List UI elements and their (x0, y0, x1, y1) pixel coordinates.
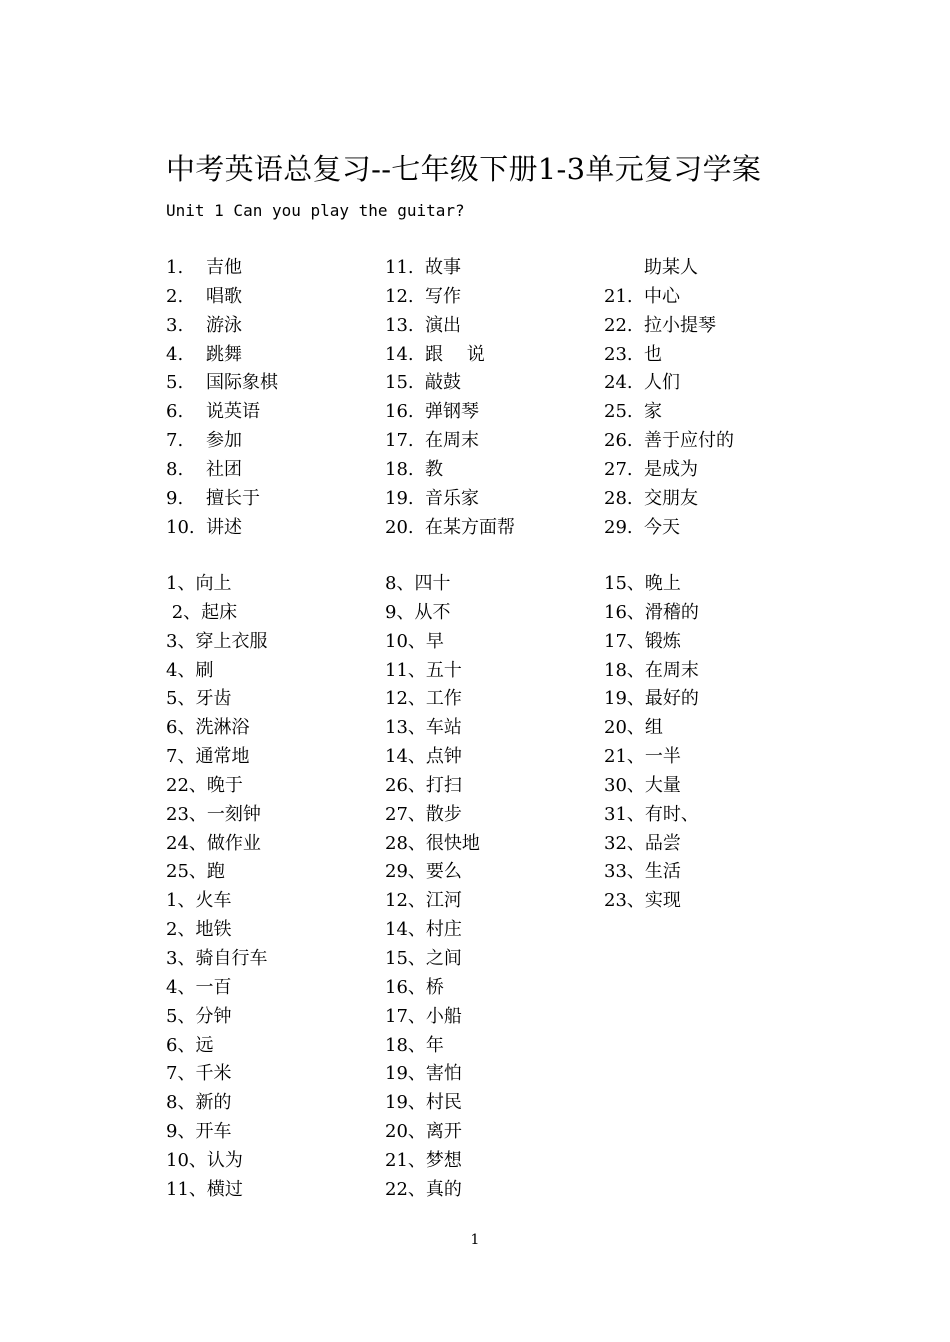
vocab-column-2 (385, 254, 585, 542)
list-item: 5、分钟 (166, 1005, 232, 1027)
vocab-number: 28. (604, 487, 633, 509)
list-item: 16、桥 (385, 976, 444, 998)
list-item: 25、跑 (166, 861, 225, 883)
list-item: 23、一刻钟 (166, 803, 261, 825)
vocab-text: 交朋友 (644, 487, 698, 509)
list-item: 2、地铁 (166, 919, 232, 941)
list-item: 12、江河 (385, 890, 462, 912)
list-item: 17、锻炼 (604, 630, 681, 652)
vocab-text: 讲述 (206, 516, 242, 538)
list-item: 21、一半 (604, 746, 681, 768)
vocab-text: 参加 (206, 430, 242, 452)
vocab-number: 11. (385, 257, 414, 278)
list-item: 8、四十 (385, 573, 451, 594)
vocab-text: 音乐家 (425, 487, 479, 509)
list-item: 12、工作 (385, 688, 462, 710)
list-item: 4、一百 (166, 976, 232, 998)
list-item: 27、散步 (385, 803, 462, 825)
vocab-item (385, 312, 585, 341)
vocab-text: 在某方面帮 (425, 516, 515, 538)
list-item: 6、远 (166, 1034, 214, 1056)
vocab-text: 在周末 (425, 430, 479, 452)
list-item: 17、小船 (385, 1005, 462, 1027)
vocab-number: 7. (166, 430, 184, 452)
vocab-item (385, 369, 585, 398)
list-item: 15、之间 (385, 947, 462, 969)
vocab-number: 15. (385, 372, 414, 394)
vocab-number: 17. (385, 430, 414, 452)
vocab-number: 18. (385, 458, 414, 480)
list-item: 19、害怕 (385, 1063, 462, 1085)
vocab-text: 故事 (425, 257, 461, 278)
list-item: 21、梦想 (385, 1149, 462, 1171)
vocab-number: 29. (604, 516, 633, 538)
vocab-number: 22. (604, 314, 633, 336)
vocab-text: 演出 (425, 314, 461, 336)
vocab-text: 社团 (206, 458, 242, 480)
list-item: 13、车站 (385, 717, 462, 739)
vocab-item (385, 283, 585, 312)
vocab-number: 24. (604, 372, 633, 394)
vocab-item (385, 485, 585, 514)
vocab-number: 19. (385, 487, 414, 509)
list-item: 1、向上 (166, 573, 232, 594)
vocab-text: 跟 说 (425, 343, 485, 365)
list-item: 30、大量 (604, 774, 681, 796)
vocab-number: 6. (166, 401, 184, 423)
list-item: 3、骑自行车 (166, 947, 268, 969)
vocab-number: 8. (166, 458, 184, 480)
vocab-item (166, 254, 366, 283)
vocab-item (604, 341, 804, 370)
list-item: 26、打扫 (385, 774, 462, 796)
list-item: 24、做作业 (166, 832, 261, 854)
vocab-item (604, 427, 804, 456)
list-item: 11、五十 (385, 659, 462, 681)
list-item: 22、晚于 (166, 774, 243, 796)
vocab-item (385, 341, 585, 370)
word-list-column-3 (604, 570, 804, 916)
vocab-number: 5. (166, 372, 184, 394)
vocab-text: 中心 (644, 285, 680, 307)
page-number: 1 (470, 1232, 480, 1248)
vocab-item (385, 254, 585, 283)
list-item: 7、通常地 (166, 746, 250, 768)
vocab-item (385, 427, 585, 456)
vocab-column-1 (166, 254, 366, 542)
vocab-text: 教 (425, 458, 443, 480)
list-item: 32、品尝 (604, 832, 681, 854)
vocab-number: 9. (166, 487, 184, 509)
vocab-text: 吉他 (206, 257, 242, 278)
vocab-item (604, 254, 804, 283)
vocab-number: 2. (166, 285, 184, 307)
vocab-text: 说英语 (206, 401, 260, 423)
list-item: 19、最好的 (604, 688, 699, 710)
list-item: 23、实现 (604, 890, 681, 912)
vocab-text: 助某人 (644, 257, 698, 278)
vocab-item (385, 398, 585, 427)
vocab-text: 擅长于 (206, 487, 260, 509)
document-title: 中考英语总复习--七年级下册1-3单元复习学案 (166, 152, 762, 186)
list-item: 5、牙齿 (166, 688, 232, 710)
vocab-item (385, 514, 585, 543)
vocab-item (604, 456, 804, 485)
vocab-number: 12. (385, 285, 414, 307)
list-item: 18、年 (385, 1034, 444, 1056)
list-item: 18、在周末 (604, 659, 699, 681)
list-item: 4、刷 (166, 659, 214, 681)
list-item: 33、生活 (604, 861, 681, 883)
word-list-column-2 (385, 570, 585, 1205)
vocab-number: 4. (166, 343, 184, 365)
vocab-number: 13. (385, 314, 414, 336)
vocab-item (166, 312, 366, 341)
list-item: 3、穿上衣服 (166, 630, 268, 652)
vocab-text: 是成为 (644, 458, 698, 480)
vocab-column-3 (604, 254, 804, 542)
vocab-item (166, 341, 366, 370)
list-item: 16、滑稽的 (604, 601, 699, 623)
vocab-item (166, 456, 366, 485)
list-item: 14、点钟 (385, 746, 462, 768)
vocab-item (166, 369, 366, 398)
vocab-text: 也 (644, 343, 662, 365)
list-item: 1、火车 (166, 890, 232, 912)
list-item: 10、认为 (166, 1149, 243, 1171)
list-item: 2、起床 (166, 601, 238, 623)
vocab-item (604, 485, 804, 514)
list-item: 15、晚上 (604, 573, 681, 594)
unit-subtitle: Unit 1 Can you play the guitar? (166, 201, 465, 220)
list-item: 9、开车 (166, 1121, 232, 1143)
vocab-text: 善于应付的 (644, 430, 734, 452)
list-item: 20、离开 (385, 1121, 462, 1143)
list-item: 6、洗淋浴 (166, 717, 250, 739)
list-item: 31、有时、 (604, 803, 699, 825)
list-item: 9、从不 (385, 601, 451, 623)
vocab-item (604, 398, 804, 427)
vocab-text: 弹钢琴 (425, 401, 479, 423)
vocab-number: 20. (385, 516, 414, 538)
vocab-item (166, 427, 366, 456)
vocab-number: 25. (604, 401, 633, 423)
vocab-text: 唱歌 (206, 285, 242, 307)
vocab-number: 3. (166, 314, 184, 336)
vocab-text: 今天 (644, 516, 680, 538)
word-list-column-1 (166, 570, 366, 1205)
vocab-number: 26. (604, 430, 633, 452)
list-item: 14、村庄 (385, 919, 462, 941)
vocab-item (604, 283, 804, 312)
list-item: 8、新的 (166, 1092, 232, 1114)
list-item: 22、真的 (385, 1178, 462, 1200)
list-item: 7、千米 (166, 1063, 232, 1085)
list-item: 10、早 (385, 630, 444, 652)
list-item: 29、要么 (385, 861, 462, 883)
vocab-item (166, 485, 366, 514)
vocab-text: 跳舞 (206, 343, 242, 365)
vocab-text: 人们 (644, 372, 680, 394)
vocab-item (166, 398, 366, 427)
list-item: 19、村民 (385, 1092, 462, 1114)
vocab-item (385, 456, 585, 485)
vocab-text: 敲鼓 (425, 372, 461, 394)
list-item: 28、很快地 (385, 832, 480, 854)
vocab-text: 国际象棋 (206, 372, 278, 394)
vocab-number: 27. (604, 458, 633, 480)
vocab-item (604, 514, 804, 543)
vocab-number: 16. (385, 401, 414, 423)
vocab-item (604, 312, 804, 341)
vocab-number: 1. (166, 257, 184, 278)
vocab-text: 游泳 (206, 314, 242, 336)
vocab-item (604, 369, 804, 398)
vocab-text: 家 (644, 401, 662, 423)
vocab-item (166, 514, 366, 543)
vocab-text: 拉小提琴 (644, 314, 716, 336)
vocab-text: 写作 (425, 285, 461, 307)
vocab-number: 23. (604, 343, 633, 365)
vocab-number: 21. (604, 285, 633, 307)
list-item: 20、组 (604, 717, 663, 739)
vocab-number: 14. (385, 343, 414, 365)
vocab-item (166, 283, 366, 312)
list-item: 11、横过 (166, 1178, 243, 1200)
vocab-number: 10. (166, 516, 195, 538)
